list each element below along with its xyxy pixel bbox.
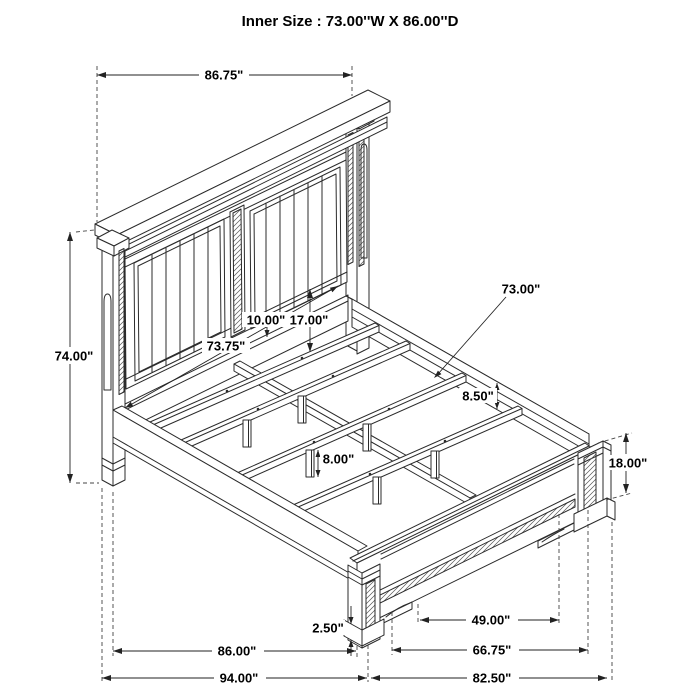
dim-label-panel-to-rail-gap: 10.00"	[246, 312, 286, 328]
dim-label-footboard-height: 18.00"	[608, 455, 648, 471]
diagram-title: Inner Size : 73.00''W X 86.00''D	[241, 13, 459, 30]
dim-label-support-leg-height: 8.00"	[322, 451, 355, 467]
dim-label-foot-clear-span: 49.00"	[471, 612, 511, 628]
dim-label-overall-depth: 94.00"	[219, 670, 259, 686]
dim-label-panel-to-slat-gap: 17.00"	[289, 312, 329, 328]
dim-label-footboard-inner-width: 66.75"	[472, 642, 512, 658]
dim-label-foot-base-height: 2.50"	[312, 620, 344, 636]
dim-label-headboard-width: 86.75"	[204, 67, 244, 83]
dim-label-overall-height: 74.00"	[54, 348, 94, 364]
bed-isometric-drawing	[95, 90, 615, 648]
dim-label-inner-depth: 86.00"	[217, 643, 257, 659]
dim-label-footboard-outer-width: 82.50"	[472, 670, 512, 686]
dim-label-rail-spacing-height: 8.50"	[462, 388, 494, 404]
dim-label-slat-rail-length: 73.00"	[501, 281, 541, 297]
dim-label-headboard-inner-width: 73.75"	[206, 338, 246, 354]
